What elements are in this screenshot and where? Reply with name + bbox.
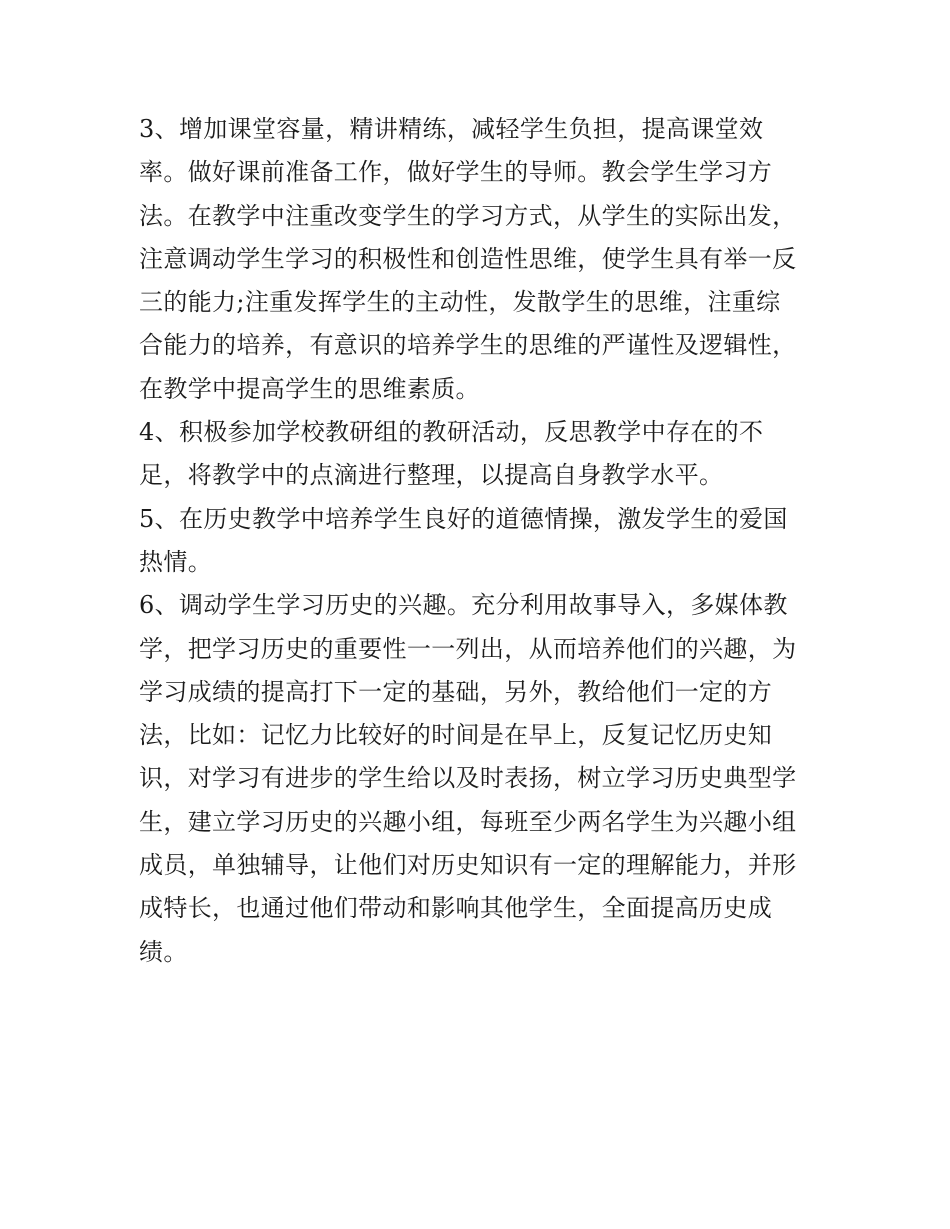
text-line: 4、积极参加学校教研组的教研活动，反思教学中存在的不 [139, 418, 764, 447]
text-line: 6、调动学生学习历史的兴趣。充分利用故事导入，多媒体教 [139, 591, 788, 620]
text-line: 成特长，也通过他们带动和影响其他学生，全面提高历史成 [139, 894, 773, 923]
text-line: 生，建立学习历史的兴趣小组，每班至少两名学生为兴趣小组 [139, 807, 797, 836]
text-line: 3、增加课堂容量，精讲精练，减轻学生负担，提高课堂效 [139, 115, 764, 143]
text-line: 注意调动学生学习的积极性和创造性思维，使学生具有举一反 [139, 244, 797, 273]
paragraph-item-3 [139, 108, 819, 411]
paragraph-item-5 [139, 498, 819, 585]
text-line: 法，比如：记忆力比较好的时间是在早上，反复记忆历史知 [139, 721, 773, 750]
text-line: 三的能力;注重发挥学生的主动性，发散学生的思维，注重综 [139, 288, 781, 317]
text-line: 足，将教学中的点滴进行整理，以提高自身教学水平。 [139, 461, 724, 490]
text-line: 学习成绩的提高打下一定的基础，另外，教给他们一定的方 [139, 677, 773, 706]
paragraph-item-6 [139, 584, 819, 974]
text-line: 识，对学习有进步的学生给以及时表扬，树立学习历史典型学 [139, 764, 797, 793]
text-line: 成员，单独辅导，让他们对历史知识有一定的理解能力，并形 [139, 851, 797, 880]
text-line: 学，把学习历史的重要性一一列出，从而培养他们的兴趣，为 [139, 634, 797, 663]
text-line: 率。做好课前准备工作，做好学生的导师。教会学生学习方 [139, 158, 773, 187]
paragraph-item-4 [139, 411, 819, 498]
text-line: 5、在历史教学中培养学生良好的道德情操，激发学生的爱国 [139, 504, 788, 533]
text-line: 在教学中提高学生的思维素质。 [139, 374, 480, 403]
document-body [139, 108, 819, 974]
text-line: 热情。 [139, 547, 213, 576]
text-line: 法。在教学中注重改变学生的学习方式，从学生的实际出发， [139, 201, 797, 230]
text-line: 绩。 [139, 937, 188, 966]
text-line: 合能力的培养，有意识的培养学生的思维的严谨性及逻辑性， [139, 331, 797, 360]
